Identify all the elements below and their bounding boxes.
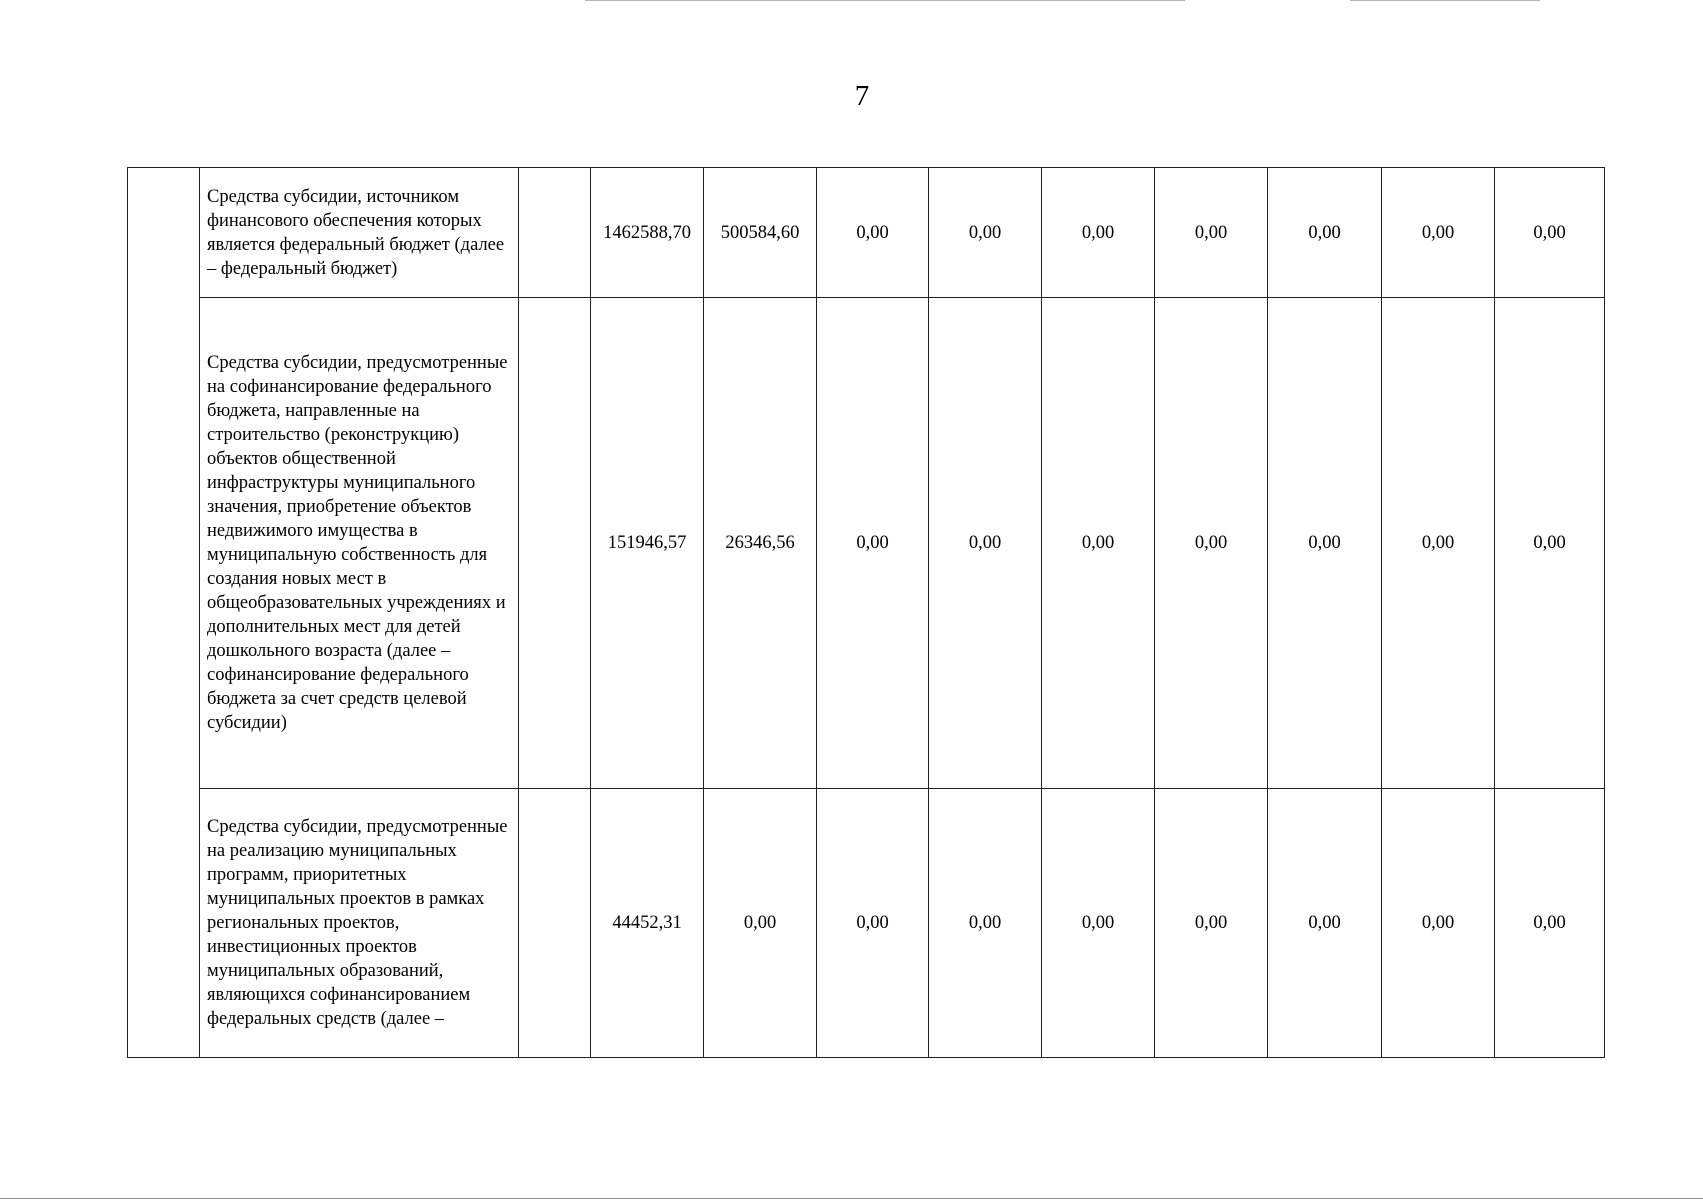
value-cell: 0,00 <box>1382 789 1495 1058</box>
scan-edge-line <box>1350 0 1540 1</box>
value-cell: 0,00 <box>1042 789 1155 1058</box>
description-cell: Средства субсидии, предусмотренные на реализацию муниципальных программ, приоритетных муниципальных проектов в рамках региональных проектов, инвестиционных проектов муниципальных образований, являющихся софинансированием федеральных средств (далее – <box>200 789 519 1058</box>
value-cell: 0,00 <box>1042 298 1155 789</box>
value-cell: 0,00 <box>1155 168 1268 298</box>
value-cell: 151946,57 <box>591 298 704 789</box>
value-cell: 0,00 <box>1155 298 1268 789</box>
empty-cell <box>519 168 591 298</box>
value-cell: 0,00 <box>1042 168 1155 298</box>
table-row <box>128 168 1605 298</box>
empty-cell <box>519 298 591 789</box>
value-cell: 0,00 <box>817 298 929 789</box>
table-row <box>128 298 1605 789</box>
scan-edge-line <box>585 0 1185 1</box>
value-cell: 0,00 <box>1268 168 1382 298</box>
budget-table <box>127 167 1605 1058</box>
index-cell <box>128 168 200 1058</box>
value-cell: 0,00 <box>1382 168 1495 298</box>
value-cell: 0,00 <box>1155 789 1268 1058</box>
value-cell: 0,00 <box>817 168 929 298</box>
description-cell: Средства субсидии, источником финансового обеспечения которых является федеральный бюджет (далее – федеральный бюджет) <box>200 168 519 298</box>
value-cell: 0,00 <box>704 789 817 1058</box>
value-cell: 500584,60 <box>704 168 817 298</box>
value-cell: 0,00 <box>1382 298 1495 789</box>
value-cell: 0,00 <box>929 168 1042 298</box>
value-cell: 0,00 <box>929 789 1042 1058</box>
scan-edge-line <box>0 1198 1703 1199</box>
description-cell: Средства субсидии, предусмотренные на софинансирование федерального бюджета, направленные на строительство (реконструкцию) объектов общественной инфраструктуры муниципального значения, приобретение объектов недвижимого имущества в муниципальную собственность для создания новых мест в общеобразовательных учреждениях и дополнительных мест для детей дошкольного возраста (далее – софинансирование федерального бюджета за счет средств целевой субсидии) <box>200 298 519 789</box>
value-cell: 0,00 <box>1268 298 1382 789</box>
value-cell: 0,00 <box>1495 789 1605 1058</box>
table-row <box>128 789 1605 1058</box>
value-cell: 1462588,70 <box>591 168 704 298</box>
value-cell: 44452,31 <box>591 789 704 1058</box>
value-cell: 0,00 <box>1495 168 1605 298</box>
page-number: 7 <box>854 80 870 112</box>
value-cell: 26346,56 <box>704 298 817 789</box>
value-cell: 0,00 <box>929 298 1042 789</box>
empty-cell <box>519 789 591 1058</box>
value-cell: 0,00 <box>1268 789 1382 1058</box>
value-cell: 0,00 <box>817 789 929 1058</box>
value-cell: 0,00 <box>1495 298 1605 789</box>
